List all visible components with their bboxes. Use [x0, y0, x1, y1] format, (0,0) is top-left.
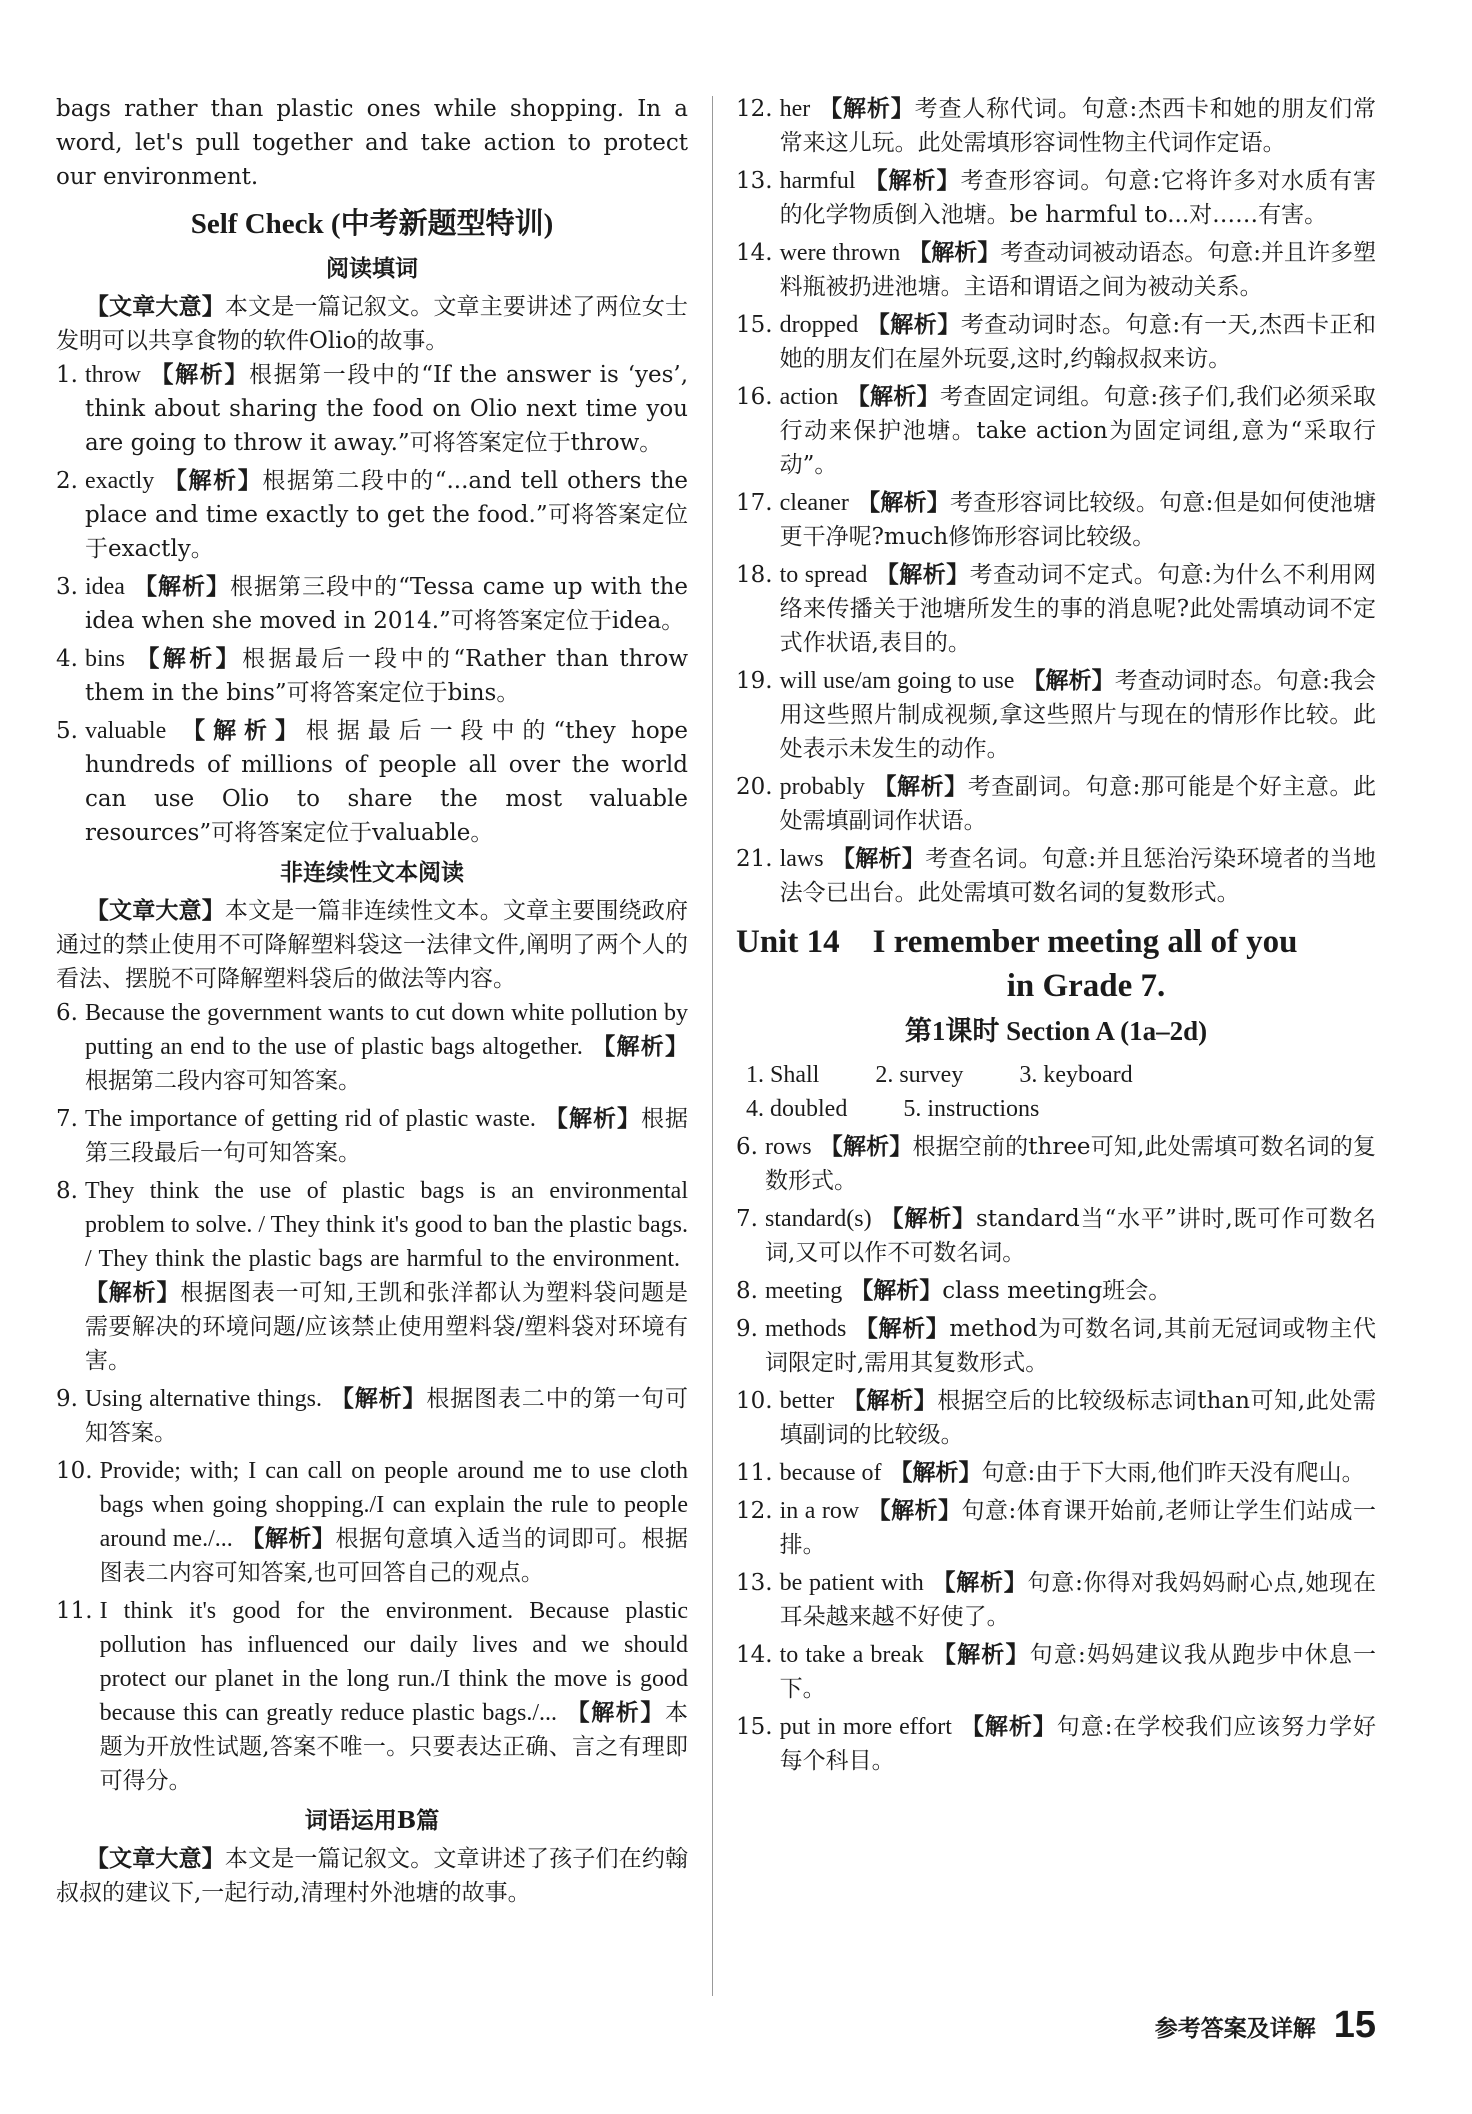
item-number: 20.	[736, 774, 773, 800]
item-answer: standard(s)	[764, 1206, 872, 1232]
item-body	[85, 714, 688, 850]
item-answer: meeting	[764, 1278, 843, 1304]
item-body	[780, 1494, 1376, 1562]
item-answer: Provide; with; I can call on people around me to use cloth bags when going shopping./I can explain the rule to people around me./...	[99, 1458, 688, 1552]
answer-item	[736, 1566, 1376, 1634]
page-footer	[1155, 2004, 1376, 2047]
item-answer: probably	[779, 774, 865, 800]
analysis-tag: 【解析】	[1022, 667, 1115, 694]
reading-fill-list	[56, 358, 688, 850]
analysis-text: 本题为开放性试题,答案不唯一。只要表达正确、言之有理即可得分。	[99, 1700, 688, 1794]
footer-label: 参考答案及详解	[1154, 2015, 1316, 2042]
short-answer: 2. survey	[875, 1062, 964, 1088]
answer-item	[56, 464, 688, 566]
analysis-tag: 【解析】	[879, 1205, 977, 1232]
item-body	[100, 1454, 688, 1590]
item-number: 12.	[736, 96, 773, 122]
analysis-tag: 【解析】	[850, 1277, 943, 1304]
item-number: 13.	[736, 1570, 773, 1596]
item-body	[780, 92, 1376, 160]
analysis-text: 根据第二段内容可知答案。	[84, 1068, 361, 1094]
item-answer: to spread	[779, 562, 868, 588]
analysis-text: 根据第一段中的“If the answer is ‘yes’, think about sharing the food on Olio next time you are going to throw it away.”可将答案定位于throw。	[84, 362, 689, 456]
analysis-tag: 【解析】	[132, 573, 231, 600]
analysis-text: 句意:由于下大雨,他们昨天没有爬山。	[981, 1460, 1365, 1486]
item-answer: Because the government wants to cut down white pollution by putting an end to the use of plastic bags altogether.	[84, 1000, 688, 1060]
short-answer: 1. Shall	[746, 1062, 820, 1088]
noncontinuous-title: 非连续性文本阅读	[280, 859, 464, 886]
item-body	[85, 1382, 688, 1450]
item-number: 9.	[736, 1316, 758, 1342]
analysis-text: 根据第三段最后一句可知答案。	[84, 1106, 689, 1166]
answer-item	[56, 996, 688, 1098]
analysis-text: 根据第二段中的“...and tell others the place and time exactly to get the food.”可将答案定位于exactly。	[84, 468, 688, 562]
item-answer: rows	[764, 1134, 812, 1160]
right-column	[736, 92, 1376, 1782]
item-answer: harmful	[779, 168, 856, 194]
item-body	[780, 1384, 1376, 1452]
answer-item	[736, 308, 1376, 376]
item-answer: The importance of getting rid of plastic waste.	[84, 1106, 536, 1132]
analysis-text: 句意:妈妈建议我从跑步中休息一下。	[779, 1642, 1377, 1702]
item-number: 14.	[736, 240, 773, 266]
item-number: 8.	[56, 1178, 78, 1204]
answer-item	[736, 1130, 1376, 1198]
item-body	[85, 464, 688, 566]
item-answer: methods	[764, 1316, 847, 1342]
item-answer: her	[779, 96, 811, 122]
item-number: 17.	[736, 490, 773, 516]
item-answer: will use/am going to use	[779, 668, 1015, 694]
item-answer: laws	[779, 846, 824, 872]
item-answer: cleaner	[779, 490, 849, 516]
analysis-text: standard当“水平”讲时,既可作可数名词,又可以作不可数名词。	[764, 1206, 1376, 1266]
answer-item	[56, 1594, 688, 1798]
item-body	[780, 486, 1376, 554]
item-number: 1.	[56, 362, 78, 388]
analysis-text: 考查固定词组。句意:孩子们,我们必须采取行动来保护池塘。take action为固定词组,意为“采取行动”。	[779, 384, 1377, 478]
answer-item	[736, 1384, 1376, 1452]
item-answer: because of	[779, 1460, 882, 1486]
item-answer: to take a break	[779, 1642, 924, 1668]
item-body	[780, 1710, 1376, 1778]
item-answer: I think it's good for the environment. Because plastic pollution has influenced our daily lives and we should protect our planet in the long run./I think the move is good because this can greatly reduce plastic bags./...	[99, 1598, 688, 1726]
item-number: 12.	[736, 1498, 773, 1524]
analysis-tag: 【解析】	[908, 239, 1001, 266]
item-number: 11.	[56, 1598, 93, 1624]
analysis-text: method为可数名词,其前无冠词或物主代词限定时,需用其复数形式。	[764, 1316, 1377, 1376]
reading-fill-title: 阅读填词	[326, 255, 418, 282]
analysis-text: 考查副词。句意:那可能是个好主意。此处需填副词作状语。	[779, 774, 1377, 834]
item-body	[780, 664, 1376, 766]
analysis-tag: 【解析】	[842, 1387, 938, 1414]
answer-item	[736, 1312, 1376, 1380]
item-body	[780, 380, 1376, 482]
item-answer: Using alternative things.	[84, 1386, 322, 1412]
analysis-tag: 【解析】	[867, 1497, 962, 1524]
word-use-summary	[56, 1842, 688, 1910]
item-answer: be patient with	[779, 1570, 924, 1596]
analysis-tag: 【解析】	[240, 1525, 336, 1552]
analysis-tag: 【解析】	[863, 167, 961, 194]
unit-title-line1: Unit 14 I remember meeting all of you	[736, 924, 1298, 960]
short-answer: 3. keyboard	[1019, 1062, 1133, 1088]
item-number: 10.	[56, 1458, 93, 1484]
analysis-text: class meeting班会。	[942, 1278, 1172, 1304]
summary-text: 本文是一篇记叙文。文章主要讲述了两位女士发明可以共享食物的软件Olio的故事。	[56, 294, 689, 354]
item-body	[85, 570, 688, 638]
analysis-text: 根据句意填入适当的词即可。根据图表二内容可知答案,也可回答自己的观点。	[99, 1526, 688, 1586]
analysis-tag: 【解析】	[543, 1105, 641, 1132]
answer-item	[56, 1174, 688, 1378]
item-answer: throw	[84, 362, 141, 388]
item-body	[85, 642, 688, 710]
item-body	[765, 1202, 1376, 1270]
item-number: 6.	[736, 1134, 758, 1160]
answer-item	[736, 1202, 1376, 1270]
item-answer: action	[779, 384, 839, 410]
short-answer: 5. instructions	[903, 1096, 1040, 1122]
item-number: 9.	[56, 1386, 78, 1412]
answer-item	[56, 642, 688, 710]
analysis-text: 句意:你得对我妈妈耐心点,她现在耳朵越来越不好使了。	[779, 1570, 1377, 1630]
answer-item	[736, 770, 1376, 838]
summary-tag: 【文章大意】	[85, 1845, 225, 1872]
analysis-text: 考查动词时态。句意:我会用这些照片制成视频,拿这些照片与现在的情形作比较。此处表示未发生的动作。	[779, 668, 1377, 762]
item-number: 14.	[736, 1642, 773, 1668]
item-number: 10.	[736, 1388, 773, 1414]
item-answer: were thrown	[779, 240, 901, 266]
short-answers-row-1	[736, 1058, 1376, 1092]
analysis-text: 考查形容词。句意:它将许多对水质有害的化学物质倒入池塘。be harmful to...对……有害。	[779, 168, 1377, 228]
item-body	[780, 236, 1376, 304]
answer-item	[736, 92, 1376, 160]
answer-item	[736, 1710, 1376, 1778]
item-number: 2.	[56, 468, 78, 494]
item-answer: valuable	[84, 718, 167, 744]
analysis-tag: 【解析】	[959, 1713, 1057, 1740]
answer-item	[736, 842, 1376, 910]
item-answer: dropped	[779, 312, 859, 338]
analysis-tag: 【解析】	[329, 1385, 427, 1412]
analysis-tag: 【解析】	[831, 845, 926, 872]
analysis-tag: 【解析】	[819, 1133, 913, 1160]
analysis-tag: 【解析】	[931, 1641, 1030, 1668]
item-body	[780, 558, 1376, 660]
item-number: 11.	[736, 1460, 773, 1486]
item-number: 15.	[736, 1714, 773, 1740]
answer-item	[736, 664, 1376, 766]
analysis-tag: 【解析】	[565, 1699, 665, 1726]
item-body	[85, 358, 688, 460]
summary-text: 本文是一篇记叙文。文章讲述了孩子们在约翰叔叔的建议下,一起行动,清理村外池塘的故事。	[56, 1846, 689, 1906]
answer-item	[56, 1454, 688, 1590]
unit-title-line2: in Grade 7.	[1006, 968, 1166, 1004]
answer-item	[736, 1456, 1376, 1490]
noncontinuous-list	[56, 996, 688, 1798]
short-answers-row-2	[736, 1092, 1376, 1126]
analysis-tag: 【解析】	[889, 1459, 982, 1486]
unit-title	[736, 920, 1376, 1008]
answer-item	[736, 236, 1376, 304]
item-body	[780, 164, 1376, 232]
answer-item	[56, 570, 688, 638]
item-body	[780, 770, 1376, 838]
item-body	[765, 1130, 1376, 1198]
answer-item	[736, 1274, 1376, 1308]
answer-item	[736, 164, 1376, 232]
analysis-text: 考查动词不定式。句意:为什么不利用网络来传播关于池塘所发生的事的消息呢?此处需填动词不定式作状语,表目的。	[779, 562, 1377, 656]
analysis-tag: 【解析】	[875, 561, 970, 588]
item-number: 8.	[736, 1278, 758, 1304]
left-column	[56, 92, 688, 1910]
analysis-text: 句意:体育课开始前,老师让学生们站成一排。	[779, 1498, 1377, 1558]
answer-item	[56, 1382, 688, 1450]
analysis-tag: 【解析】	[162, 467, 263, 494]
analysis-text: 考查名词。句意:并且惩治污染环境者的当地法令已出台。此处需填可数名词的复数形式。	[779, 846, 1377, 906]
answer-item	[736, 1494, 1376, 1562]
item-number: 3.	[56, 574, 78, 600]
lesson-title: 第1课时 Section A (1a–2d)	[904, 1016, 1208, 1046]
analysis-text: 根据最后一段中的“they hope hundreds of millions of people all over the world can use Olio to share the most valuable resources”可将答案定位于valuable。	[84, 718, 688, 846]
analysis-text: 考查形容词比较级。句意:但是如何使池塘更干净呢?much修饰形容词比较级。	[779, 490, 1376, 550]
item-number: 6.	[56, 1000, 78, 1026]
analysis-text: 句意:在学校我们应该努力学好每个科目。	[779, 1714, 1377, 1774]
item-number: 16.	[736, 384, 773, 410]
answer-item	[736, 486, 1376, 554]
item-number: 15.	[736, 312, 773, 338]
analysis-tag: 【解析】	[856, 489, 951, 516]
analysis-text: 根据空前的three可知,此处需填可数名词的复数形式。	[764, 1134, 1376, 1194]
analysis-tag: 【解析】	[872, 773, 968, 800]
analysis-tag: 【解析】	[174, 717, 306, 744]
analysis-text: 考查人称代词。句意:杰西卡和她的朋友们常常来这儿玩。此处需填形容词性物主代词作定语。	[779, 96, 1377, 156]
item-body	[765, 1274, 1376, 1308]
summary-text: 本文是一篇非连续性文本。文章主要围绕政府通过的禁止使用不可降解塑料袋这一法律文件,阐明了两个人的看法、摆脱不可降解塑料袋后的做法等内容。	[56, 898, 689, 992]
analysis-tag: 【解析】	[866, 311, 961, 338]
item-body	[85, 1102, 688, 1170]
intro-text: bags rather than plastic ones while shopping. In a word, let's pull together and take action to protect our environment.	[56, 96, 688, 190]
item-answer: They think the use of plastic bags is an environmental problem to solve. / They think it's good to ban the plastic bags. / They think the plastic bags are harmful to the environment.	[84, 1178, 688, 1272]
item-number: 13.	[736, 168, 773, 194]
item-answer: bins	[84, 646, 125, 672]
item-body	[765, 1312, 1376, 1380]
analysis-tag: 【解析】	[84, 1279, 181, 1306]
item-answer: exactly	[84, 468, 155, 494]
item-answer: put in more effort	[779, 1714, 952, 1740]
item-body	[780, 1456, 1376, 1490]
item-number: 18.	[736, 562, 773, 588]
analysis-tag: 【解析】	[590, 1033, 688, 1060]
summary-tag: 【文章大意】	[85, 897, 225, 924]
answer-item	[56, 714, 688, 850]
reading-fill-summary	[56, 290, 688, 358]
analysis-tag: 【解析】	[148, 361, 249, 388]
short-answer: 4. doubled	[746, 1096, 848, 1122]
analysis-tag: 【解析】	[931, 1569, 1028, 1596]
analysis-tag: 【解析】	[846, 383, 941, 410]
item-answer: idea	[84, 574, 125, 600]
analysis-tag: 【解析】	[854, 1315, 950, 1342]
analysis-text: 根据最后一段中的“Rather than throw them in the bins”可将答案定位于bins。	[84, 646, 689, 706]
noncontinuous-summary	[56, 894, 688, 996]
answer-item	[736, 1638, 1376, 1706]
answer-item	[56, 358, 688, 460]
analysis-text: 根据图表二中的第一句可知答案。	[84, 1386, 689, 1446]
summary-tag: 【文章大意】	[85, 293, 225, 320]
self-check-title: Self Check (中考新题型特训)	[190, 208, 554, 240]
item-number: 7.	[56, 1106, 78, 1132]
answer-item	[736, 380, 1376, 482]
word-use-answer-list	[736, 92, 1376, 910]
answer-item	[736, 558, 1376, 660]
analysis-text: 考查动词被动语态。句意:并且许多塑料瓶被扔进池塘。主语和谓语之间为被动关系。	[779, 240, 1377, 300]
analysis-tag: 【解析】	[818, 95, 915, 122]
item-number: 19.	[736, 668, 773, 694]
item-number: 5.	[56, 718, 78, 744]
item-body	[780, 308, 1376, 376]
item-answer: in a row	[779, 1498, 860, 1524]
page-number: 15	[1333, 2004, 1376, 2046]
word-use-title: 词语运用B篇	[304, 1807, 440, 1834]
analysis-text: 根据空后的比较级标志词than可知,此处需填副词的比较级。	[779, 1388, 1376, 1448]
item-number: 4.	[56, 646, 78, 672]
item-number: 7.	[736, 1206, 758, 1232]
analysis-text: 根据第三段中的“Tessa came up with the idea when she moved in 2014.”可将答案定位于idea。	[84, 574, 688, 634]
item-number: 21.	[736, 846, 773, 872]
analysis-tag: 【解析】	[132, 645, 243, 672]
item-answer: better	[779, 1388, 835, 1414]
answer-item	[56, 1102, 688, 1170]
item-body	[85, 996, 688, 1098]
analysis-text: 考查动词时态。句意:有一天,杰西卡正和她的朋友们在屋外玩耍,这时,约翰叔叔来访。	[779, 312, 1377, 372]
item-body	[100, 1594, 688, 1798]
item-body	[780, 1638, 1376, 1706]
item-body	[85, 1174, 688, 1378]
item-body	[780, 842, 1376, 910]
item-body	[780, 1566, 1376, 1634]
analysis-text: 根据图表一可知,王凯和张洋都认为塑料袋问题是需要解决的环境问题/应该禁止使用塑料袋/塑料袋对环境有害。	[84, 1280, 689, 1374]
unit-answer-list	[736, 1130, 1376, 1778]
column-divider	[712, 96, 713, 1996]
